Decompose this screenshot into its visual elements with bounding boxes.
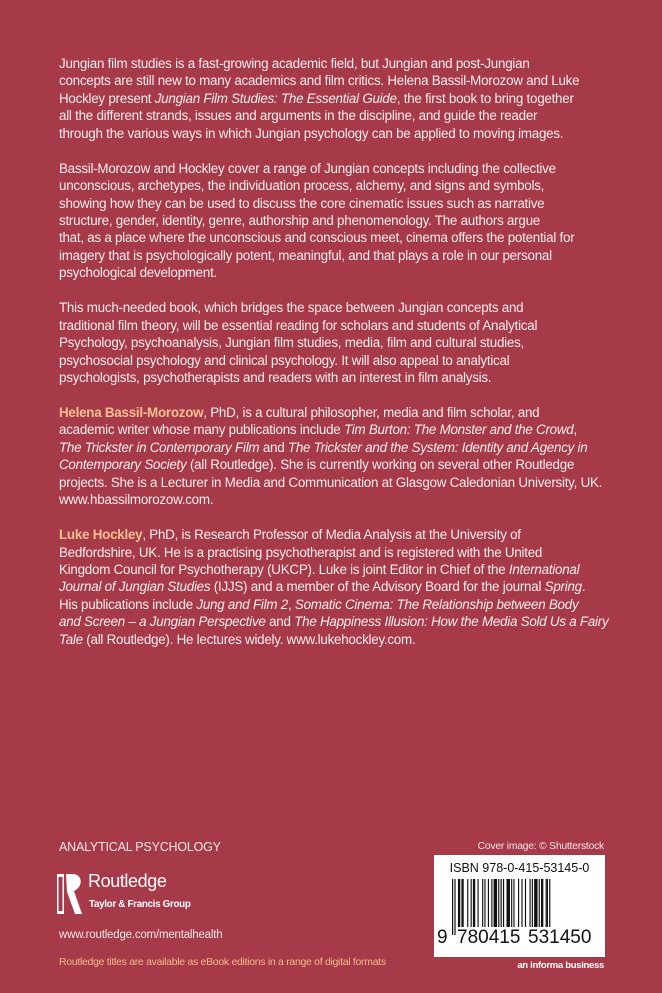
barcode-bar — [541, 879, 543, 927]
text-run: www.hbassilmorozow.com. — [59, 492, 214, 508]
barcode-bar — [532, 879, 533, 927]
book-title: The Trickster in Contemporary Film — [59, 439, 260, 455]
blurb-paragraph — [59, 404, 619, 509]
text-line — [59, 229, 619, 246]
text-line — [59, 491, 619, 508]
text-run: , the first book to bring together — [396, 90, 574, 106]
barcode-bar — [494, 879, 497, 927]
book-title: Contemporary Society — [59, 457, 187, 473]
publisher-group: Taylor & Francis Group — [89, 899, 191, 910]
text-line — [59, 578, 619, 595]
barcode-bar — [473, 879, 475, 927]
text-run: psychologists, psychotherapists and readers with an interest in film analysis. — [59, 370, 492, 385]
text-run: through the various ways in which Jungian psychology can be applied to moving images. — [59, 125, 564, 141]
text-line — [59, 352, 619, 369]
barcode-bar — [539, 879, 540, 927]
barcode-bar — [511, 879, 512, 927]
text-line — [59, 72, 619, 89]
text-line — [59, 160, 619, 177]
book-title: Journal of Jungian Studies — [59, 579, 211, 595]
routledge-logo — [57, 871, 217, 919]
routledge-r-logo-icon — [57, 871, 83, 917]
text-run: structure, gender, identity, genre, authorship and phenomenology. The authors argue — [59, 213, 540, 228]
book-title: The Trickster and the System: Identity and Agency in — [287, 439, 588, 455]
informa-tagline: an informa business — [517, 960, 604, 971]
blurb-paragraph — [59, 526, 619, 648]
text-run: (all Routledge). She is currently working on several other Routledge — [186, 457, 575, 473]
text-line — [59, 212, 619, 229]
barcode-bar — [484, 879, 485, 927]
text-run: (IJJS) and a member of the Advisory Board for the journal — [210, 579, 545, 595]
isbn-barcode — [434, 855, 605, 957]
text-line — [59, 55, 619, 72]
text-line — [59, 299, 619, 316]
ebook-note: Routledge titles are available as eBook editions in a range of digital formats — [59, 956, 386, 968]
text-run: , PhD, is Research Professor of Media Analysis at the University of — [142, 527, 521, 543]
text-line — [59, 195, 619, 212]
barcode-bar — [467, 879, 468, 927]
text-run: unconscious, archetypes, the individuation process, alchemy, and signs and symbols, — [59, 178, 545, 194]
text-run: Jungian film studies is a fast-growing academic field, but Jungian and post-Jungian — [59, 56, 530, 71]
barcode-bar — [525, 879, 526, 927]
text-line — [59, 631, 619, 648]
publisher-url[interactable]: www.routledge.com/mentalhealth — [59, 929, 223, 941]
barcode-bar — [488, 879, 489, 927]
text-run: Bedfordshire, UK. He is a practising psychotherapist and is registered with the United — [59, 544, 543, 560]
text-line — [59, 107, 619, 124]
text-run: (all Routledge). He lectures widely. www.lukehockley.com. — [82, 631, 416, 647]
barcode-digits-right: 531450 — [528, 927, 592, 948]
series-label: ANALYTICAL PSYCHOLOGY — [59, 840, 221, 854]
text-line — [59, 90, 619, 107]
text-run: This much-needed book, which bridges the space between Jungian concepts and — [59, 300, 524, 316]
text-run: , — [573, 422, 577, 438]
barcode-bar — [491, 879, 492, 927]
barcode-bar — [498, 879, 499, 927]
barcode-digit-lead: 9 — [437, 927, 448, 948]
text-run: Bassil-Morozow and Hockley cover a range of Jungian concepts including the collective — [59, 160, 556, 176]
text-run: imagery that is psychologically potent, meaningful, and that plays a role in our personal — [59, 247, 552, 263]
barcode-bar — [478, 879, 479, 927]
text-run: all the different strands, issues and arguments in the discipline, and guide the reader — [59, 108, 538, 124]
text-run: . — [581, 579, 586, 595]
barcode-bar — [482, 879, 483, 927]
text-line — [59, 474, 619, 491]
isbn-text: ISBN 978-0-415-53145-0 — [449, 861, 590, 875]
book-title: and Screen – a Jungian Perspective — [59, 614, 266, 630]
barcode-bar — [530, 879, 531, 927]
text-line — [59, 177, 619, 194]
text-run: psychological development. — [59, 265, 218, 281]
text-line — [59, 334, 619, 351]
book-title: International — [508, 561, 580, 577]
barcode-bar — [471, 879, 472, 927]
text-run: projects. She is a Lecturer in Media and Communication at Glasgow Caledonian University, UK. — [59, 474, 603, 490]
book-title: Tim Burton: The Monster and the Crowd — [343, 422, 574, 438]
book-title: Jung and Film 2 — [196, 596, 288, 612]
author-name: Luke Hockley — [59, 527, 143, 543]
text-run: that, as a place where the unconscious and conscious meet, cinema offers the potential for — [59, 230, 575, 246]
text-run: Kingdom Council for Psychotherapy (UKCP). Luke is joint Editor in Chief of the — [59, 561, 509, 577]
barcode-bar — [513, 879, 514, 927]
text-line — [59, 526, 619, 543]
text-run: and — [259, 439, 288, 455]
book-title: The Happiness Illusion: How the Media Sold Us a Fairy — [294, 614, 609, 630]
book-title: Tale — [59, 631, 83, 647]
text-line — [59, 317, 619, 334]
text-line — [59, 404, 619, 421]
author-name: Helena Bassil-Morozow — [59, 404, 204, 420]
blurb-paragraph — [59, 160, 619, 282]
text-line — [59, 613, 619, 630]
text-run: showing how they can be used to discuss the core cinematic issues such as narrative — [59, 195, 545, 211]
text-run: , — [287, 596, 295, 612]
barcode-bar — [452, 879, 453, 935]
back-cover-blurb — [59, 55, 619, 666]
text-run: academic writer whose many publications include — [59, 422, 344, 438]
book-title: Spring — [544, 579, 582, 595]
text-run: and — [265, 614, 295, 630]
text-run: Hockley present — [59, 90, 155, 106]
book-title: Somatic Cinema: The Relationship between Body — [294, 596, 579, 612]
text-line — [59, 561, 619, 578]
blurb-paragraph — [59, 55, 619, 142]
text-line — [59, 596, 619, 613]
barcode-bar — [534, 879, 537, 927]
barcode-bar — [546, 879, 547, 927]
barcode-digits-left: 780415 — [457, 927, 521, 948]
text-line — [59, 456, 619, 473]
text-run: concepts are still new to many academics and film critics. Helena Bassil-Morozow and Luke — [59, 73, 580, 89]
publisher-name: Routledge — [88, 871, 167, 891]
text-run: psychosocial psychology and clinical psychology. It will also appeal to analytical — [59, 352, 510, 368]
text-line — [59, 125, 619, 142]
text-run: traditional film theory, will be essential reading for scholars and students of Analytical — [59, 317, 538, 333]
text-run: , PhD, is a cultural philosopher, media and film scholar, and — [203, 404, 540, 420]
barcode-bar — [458, 879, 460, 927]
barcode-bar — [507, 879, 510, 927]
text-run: His publications include — [59, 596, 197, 612]
blurb-paragraph — [59, 299, 619, 386]
text-line — [59, 421, 619, 438]
text-line — [59, 369, 619, 386]
barcode-bar — [521, 879, 522, 927]
book-title: Jungian Film Studies: The Essential Guide — [154, 90, 397, 106]
barcode-bar — [518, 879, 519, 927]
text-run: Psychology, psychoanalysis, Jungian film studies, media, film and cultural studies, — [59, 335, 525, 351]
text-line — [59, 544, 619, 561]
text-line — [59, 247, 619, 264]
text-line — [59, 439, 619, 456]
text-line — [59, 264, 619, 281]
cover-image-credit: Cover image: © Shutterstock — [477, 841, 604, 852]
barcode-bar — [461, 879, 463, 927]
